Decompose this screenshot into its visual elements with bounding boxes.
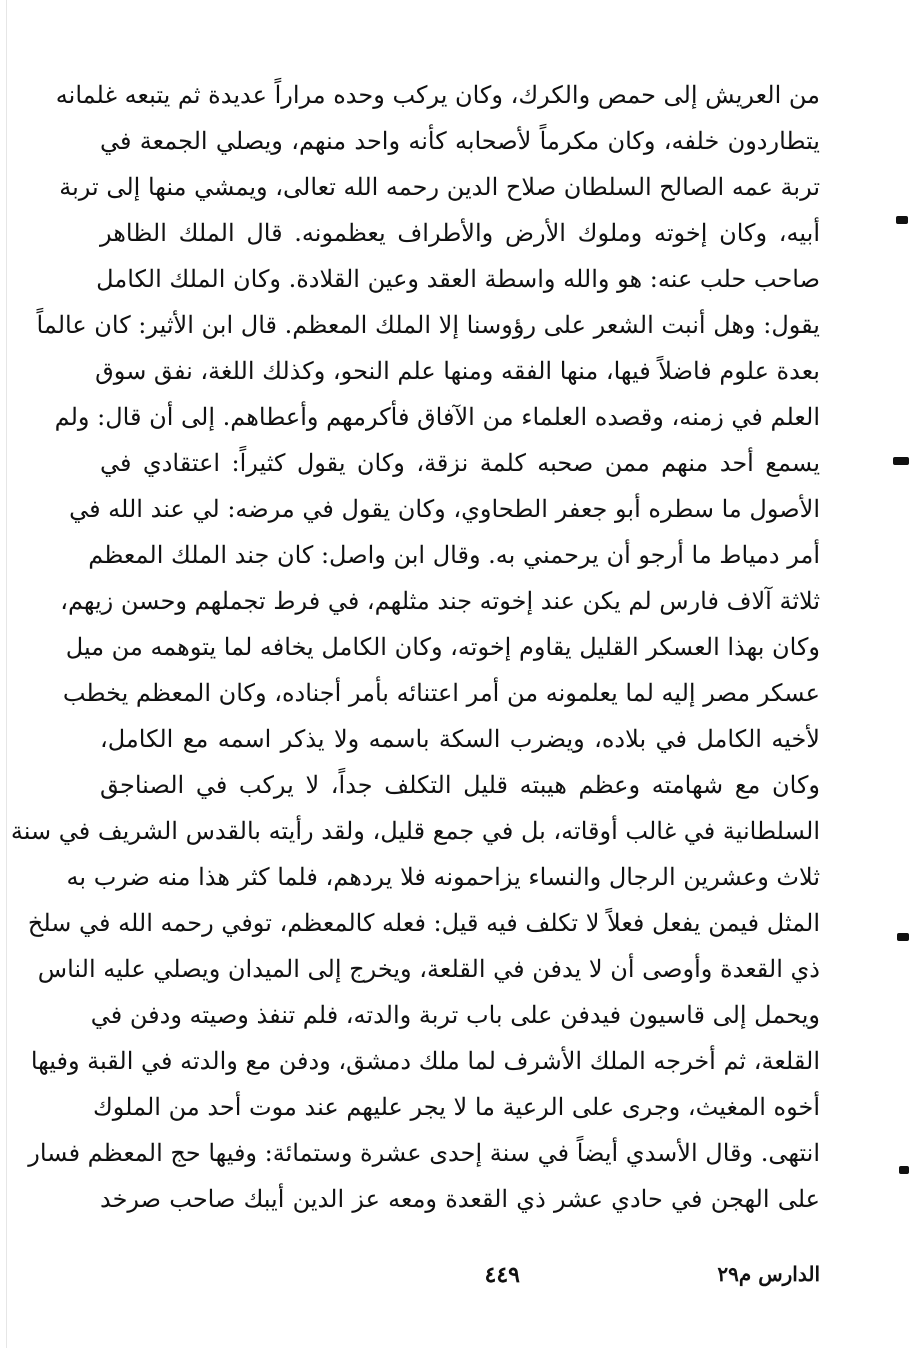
text-line: من العريش إلى حمص والكرك، وكان يركب وحده مراراً عديدة ثم يتبعه غلمانه — [55, 81, 820, 109]
text-line: القلعة، ثم أخرجه الملك الأشرف لما ملك دمشق، ودفن مع والدته في القبة وفيها — [30, 1047, 820, 1075]
text-line: ثلاث وعشرين الرجال والنساء يزاحمونه فلا يردهم، فلما كثر هذا منه ضرب به — [66, 863, 820, 891]
page-edge-line — [6, 0, 7, 1348]
signature-mark: الدارس م٢٩ — [717, 1262, 820, 1286]
page-footer — [100, 1262, 820, 1302]
text-line: وكان بهذا العسكر القليل يقاوم إخوته، وكان الكامل يخافه لما يتوهمه من ميل — [65, 633, 820, 661]
text-line: وكان مع شهامته وعظم هيبته قليل التكلف جداً، لا يركب في الصناجق — [100, 771, 820, 799]
text-line: ثلاثة آلاف فارس لم يكن عند إخوته جند مثلهم، في فرط تجملهم وحسن زيهم، — [60, 587, 820, 615]
text-line: تربة عمه الصالح السلطان صلاح الدين رحمه الله تعالى، ويمشي منها إلى تربة — [59, 173, 820, 201]
text-line: على الهجن في حادي عشر ذي القعدة ومعه عز الدين أيبك صاحب صرخد — [100, 1185, 820, 1213]
text-line: عسكر مصر إليه لما يعلمونه من أمر اعتنائه بأمر أجناده، وكان المعظم يخطب — [62, 679, 820, 707]
text-line: ويحمل إلى قاسيون فيدفن على باب تربة والدته، فلم تنفذ وصيته ودفن في — [90, 1001, 820, 1029]
text-line: أمر دمياط ما أرجو أن يرحمني به. وقال ابن واصل: كان جند الملك المعظم — [88, 541, 820, 569]
text-line: ذي القعدة وأوصى أن لا يدفن في القلعة، ويخرج إلى الميدان ويصلي عليه الناس — [37, 955, 820, 983]
text-line: لأخيه الكامل في بلاده، ويضرب السكة باسمه ولا يذكر اسمه مع الكامل، — [100, 725, 820, 753]
margin-ink-mark — [896, 216, 908, 224]
body-text — [10, 72, 821, 1222]
text-line: بعدة علوم فاضلاً فيها، منها الفقه ومنها علم النحو، وكذلك اللغة، نفق سوق — [95, 357, 820, 385]
text-line: العلم في زمنه، وقصده العلماء من الآفاق فأكرمهم وأعطاهم. إلى أن قال: ولم — [54, 403, 820, 431]
text-line: يقول: وهل أنبت الشعر على رؤوسنا إلا الملك المعظم. قال ابن الأثير: كان عالماً — [36, 311, 820, 339]
text-line: يتطاردون خلفه، وكان مكرماً لأصحابه كأنه واحد منهم، ويصلي الجمعة في — [100, 127, 820, 155]
margin-ink-mark — [893, 457, 909, 465]
text-line: أبيه، وكان إخوته وملوك الأرض والأطراف يعظمونه. قال الملك الظاهر — [100, 219, 820, 247]
margin-ink-mark — [899, 1166, 909, 1174]
text-line: المثل فيمن يفعل فعلاً لا تكلف فيه قيل: فعله كالمعظم، توفي رحمه الله في سلخ — [27, 909, 820, 937]
text-line: انتهى. وقال الأسدي أيضاً في سنة إحدى عشرة وستمائة: وفيها حج المعظم فسار — [28, 1139, 820, 1167]
text-line: صاحب حلب عنه: هو والله واسطة العقد وعين القلادة. وكان الملك الكامل — [96, 265, 820, 293]
text-line: أخوه المغيث، وجرى على الرعية ما لا يجر عليهم عند موت أحد من الملوك — [92, 1093, 820, 1121]
text-line: الأصول ما سطره أبو جعفر الطحاوي، وكان يقول في مرضه: لي عند الله في — [69, 495, 820, 523]
text-line: السلطانية في غالب أوقاته، بل في جمع قليل، ولقد رأيته بالقدس الشريف في سنة — [10, 817, 820, 845]
text-line: يسمع أحد منهم ممن صحبه كلمة نزقة، وكان يقول كثيراً: اعتقادي في — [100, 449, 821, 477]
page-number: ٤٤٩ — [484, 1262, 520, 1288]
margin-ink-mark — [897, 933, 909, 941]
